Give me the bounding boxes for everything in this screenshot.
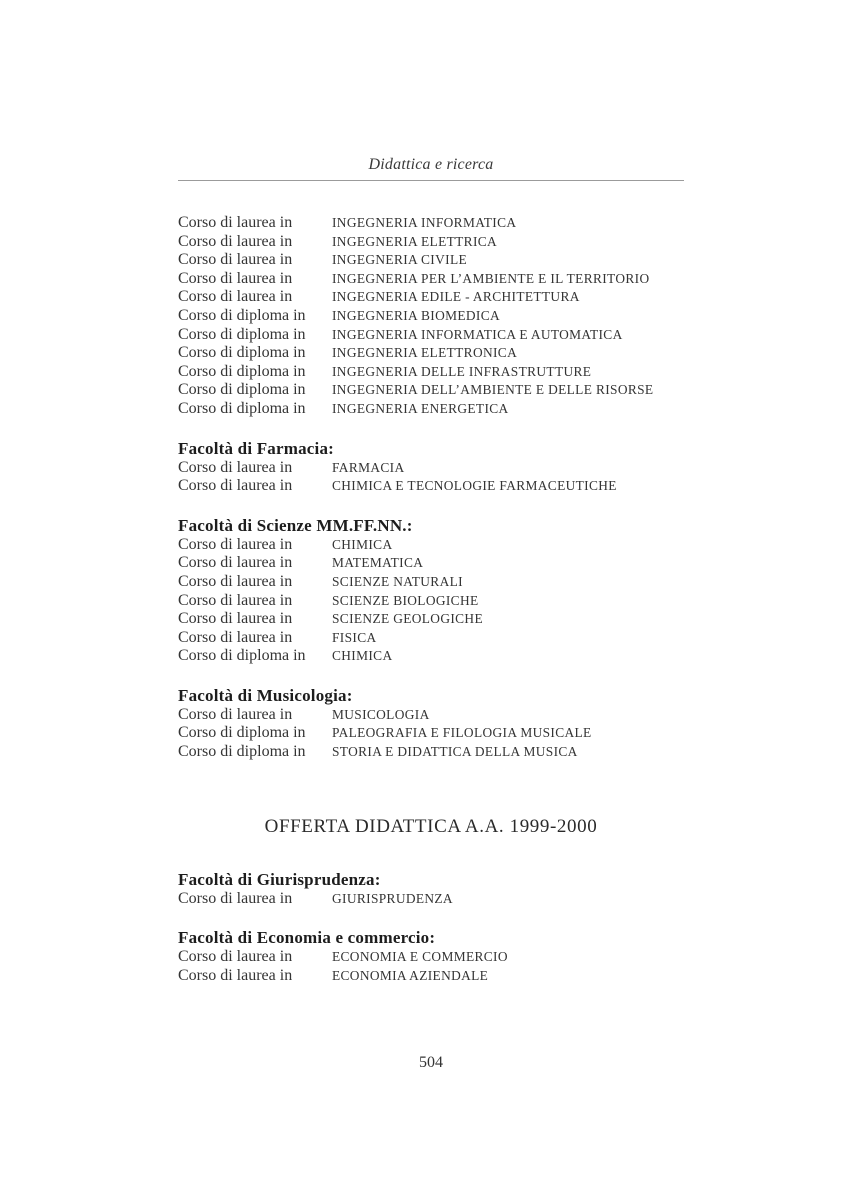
course-type-label: Corso di diploma in [178,325,306,343]
course-row [178,647,684,666]
course-type-label: Corso di laurea in [178,477,293,495]
course-name: FISICA [332,629,377,645]
course-name: SCIENZE BIOLOGICHE [332,592,479,608]
course-name: CHIMICA E TECNOLOGIE FARMACEUTICHE [332,478,617,494]
course-row [178,326,684,345]
section-heading: Facoltà di Scienze MM.FF.NN.: [178,515,413,535]
course-section [178,440,684,496]
course-row [178,554,684,573]
course-sections-before-title [178,214,684,762]
course-type-label: Corso di laurea in [178,458,293,476]
section-heading: Facoltà di Giurisprudenza: [178,869,381,889]
course-row [178,288,684,307]
course-type-label: Corso di diploma in [178,362,306,380]
course-row [178,459,684,478]
course-type-label: Corso di laurea in [178,610,293,628]
course-name: ECONOMIA AZIENDALE [332,967,489,983]
course-type-label: Corso di laurea in [178,214,293,231]
course-row [178,363,684,382]
section-heading: Facoltà di Economia e commercio: [178,928,436,948]
course-type-label: Corso di laurea in [178,232,293,250]
course-name: MATEMATICA [332,555,424,571]
course-type-label: Corso di laurea in [178,948,293,966]
section-heading: Facoltà di Musicologia: [178,685,353,705]
course-name: STORIA E DIDATTICA DELLA MUSICA [332,744,578,760]
course-type-label: Corso di laurea in [178,269,293,287]
course-name: FARMACIA [332,459,405,475]
course-type-label: Corso di laurea in [178,288,293,306]
course-row [178,270,684,289]
course-row [178,610,684,629]
course-row [178,743,684,762]
course-row [178,214,684,233]
section-heading: Facoltà di Farmacia: [178,438,335,458]
course-type-label: Corso di laurea in [178,535,293,553]
course-name: CHIMICA [332,648,393,664]
content-column [178,156,684,1072]
course-section [178,214,684,419]
course-type-label: Corso di laurea in [178,889,293,907]
course-row [178,629,684,648]
course-type-label: Corso di diploma in [178,647,306,665]
course-row [178,477,684,496]
course-section [178,871,684,909]
course-name: PALEOGRAFIA E FILOLOGIA MUSICALE [332,725,592,741]
course-row [178,381,684,400]
course-sections-after-title [178,871,684,986]
course-type-label: Corso di laurea in [178,572,293,590]
course-name: INGEGNERIA CIVILE [332,252,467,268]
course-row [178,233,684,252]
course-name: SCIENZE NATURALI [332,573,463,589]
course-type-label: Corso di laurea in [178,966,293,984]
offer-title: OFFERTA DIDATTICA A.A. 1999-2000 [264,815,598,837]
course-row [178,948,684,967]
course-row [178,967,684,986]
course-row [178,307,684,326]
course-name: INGEGNERIA EDILE - ARCHITETTURA [332,289,580,305]
course-type-label: Corso di diploma in [178,399,306,417]
course-name: GIURISPRUDENZA [332,890,453,906]
course-row [178,724,684,743]
course-row [178,890,684,909]
page-number: 504 [419,1054,443,1072]
course-row [178,536,684,555]
course-row [178,400,684,419]
course-name: CHIMICA [332,536,393,552]
course-name: INGEGNERIA ELETTRICA [332,233,498,249]
course-name: INGEGNERIA ELETTRONICA [332,345,518,361]
course-type-label: Corso di diploma in [178,381,306,399]
course-type-label: Corso di laurea in [178,591,293,609]
course-name: INGEGNERIA INFORMATICA [332,215,517,230]
course-name: INGEGNERIA INFORMATICA E AUTOMATICA [332,326,623,342]
course-name: MUSICOLOGIA [332,706,430,722]
course-type-label: Corso di laurea in [178,705,293,723]
course-section [178,517,684,666]
course-row [178,706,684,725]
course-type-label: Corso di diploma in [178,743,306,761]
course-name: INGEGNERIA DELL’AMBIENTE E DELLE RISORSE [332,382,654,398]
course-section [178,687,684,762]
course-type-label: Corso di laurea in [178,251,293,269]
course-row [178,573,684,592]
course-name: INGEGNERIA ENERGETICA [332,400,509,416]
course-name: ECONOMIA E COMMERCIO [332,949,508,965]
course-type-label: Corso di diploma in [178,724,306,742]
course-row [178,251,684,270]
course-name: INGEGNERIA BIOMEDICA [332,307,501,323]
course-row [178,592,684,611]
course-name: INGEGNERIA PER L’AMBIENTE E IL TERRITORIO [332,270,650,286]
course-type-label: Corso di diploma in [178,306,306,324]
course-row [178,344,684,363]
running-head: Didattica e ricerca [368,156,494,173]
course-name: INGEGNERIA DELLE INFRASTRUTTURE [332,363,592,379]
course-type-label: Corso di laurea in [178,628,293,646]
course-section [178,929,684,985]
course-type-label: Corso di diploma in [178,344,306,362]
course-name: SCIENZE GEOLOGICHE [332,611,483,627]
header-rule [178,180,684,181]
course-type-label: Corso di laurea in [178,554,293,572]
